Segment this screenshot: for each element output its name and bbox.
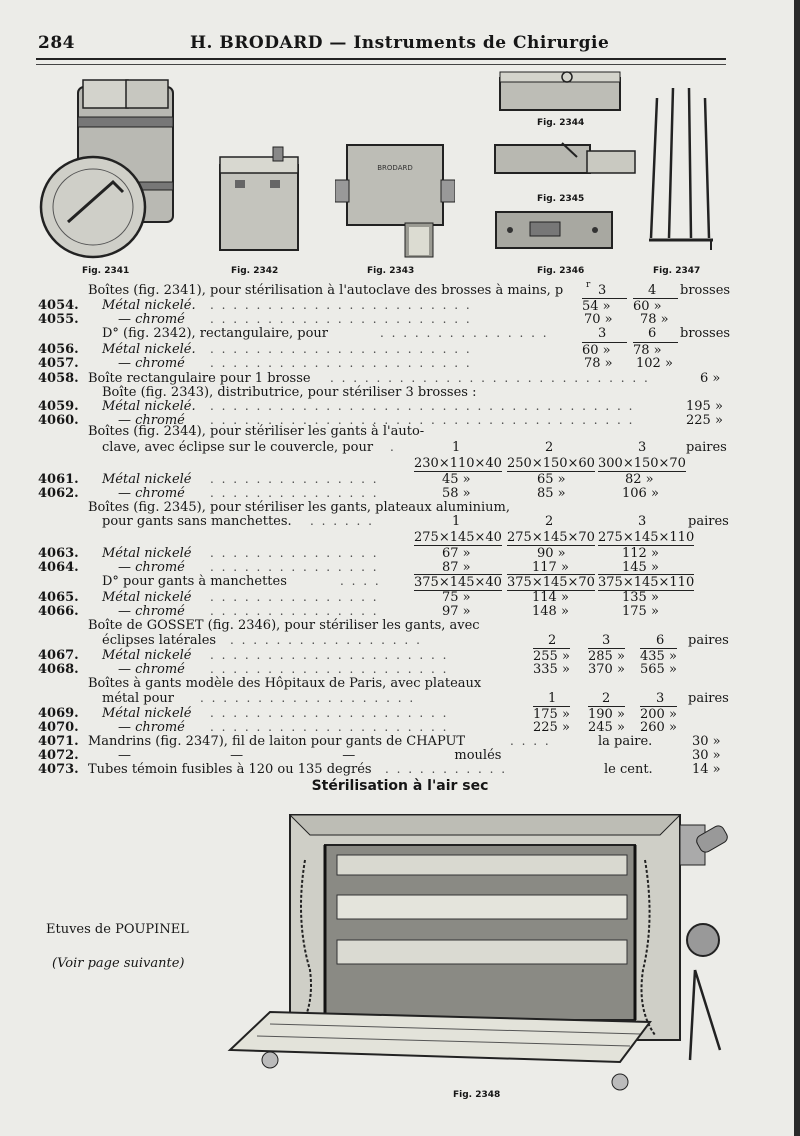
page-number: 284 (38, 33, 75, 53)
col-head: 3 (638, 440, 647, 455)
price: 87 » (442, 560, 471, 575)
item-number: 4058. (38, 371, 79, 386)
price: 175 » (622, 604, 659, 619)
sec4-dims-row (0, 530, 800, 545)
price: 175 » (533, 707, 570, 722)
price: 6 » (700, 371, 721, 386)
figure-label: Fig. 2348 (453, 1090, 501, 1100)
sec6-header-row: métal pour . . . . . . . . . . . . . . . . . . . 1 2 3 paires (102, 691, 729, 706)
sec4-do-row: D° pour gants à manchettes . . . . 375×145×40 375×145×70 375×145×110 (102, 574, 695, 590)
item-label: — chromé (118, 560, 185, 575)
sec4-title: Boîtes (fig. 2345), pour stériliser les gants, plateaux aluminium, (88, 500, 510, 515)
price: 245 » (588, 720, 625, 735)
dispenser-box-figure (335, 135, 455, 260)
table-row: 4060. — chromé . . . . . . . . . . . . . . . . . . . . . . . . . . . . . . . . . . . . . 225 » (38, 413, 723, 428)
item-label: D° pour gants à manchettes (102, 574, 287, 589)
item-number: 4066. (38, 604, 79, 619)
rectangular-box-figure (215, 145, 305, 255)
unit: le cent. (604, 762, 653, 777)
price: 78 » (584, 356, 613, 371)
brodard-stamp: BRODARD (377, 164, 413, 172)
price: 67 » (442, 546, 471, 561)
unit: la paire. (598, 734, 653, 749)
col-head: 2 (602, 691, 611, 706)
price: 225 » (686, 413, 723, 428)
col-head: 2 (545, 440, 554, 455)
item-label: Métal nickelé (102, 590, 192, 605)
sec1-col2-head: 4 (648, 283, 657, 298)
table-row: 4061. Métal nickelé . . . . . . . . . . . . . . . 45 » 65 » 82 » (38, 472, 654, 487)
table-row: 4057. — chromé . . . . . . . . . . . . . . . . . . . . . . . 78 » 102 » (38, 356, 673, 371)
table-row: 4064. — chromé . . . . . . . . . . . . . . . 87 » 117 » 145 » (38, 560, 659, 575)
price: 565 » (640, 662, 677, 677)
sec3-header-row: clave, avec éclipse sur le couvercle, pour . 1 2 3 paires (102, 440, 727, 455)
item-number: 4068. (38, 662, 79, 677)
item-number: 4057. (38, 356, 79, 371)
price: 370 » (588, 662, 625, 677)
price: 97 » (442, 604, 471, 619)
price: 106 » (622, 486, 659, 501)
glove-box-2344-figure (497, 68, 627, 118)
unit: paires (686, 440, 727, 455)
dimension: 250×150×60 (507, 456, 595, 471)
item-number: 4073. (38, 762, 79, 777)
figure-label: Fig. 2343 (367, 266, 415, 276)
table-row: 4065. Métal nickelé . . . . . . . . . . . . . . . 75 » 114 » 135 » (38, 590, 659, 605)
table-row: 4062. — chromé . . . . . . . . . . . . . . . 58 » 85 » 106 » (38, 486, 659, 501)
price: 285 » (588, 649, 625, 664)
price: 145 » (622, 560, 659, 575)
glove-mandrels-figure (645, 78, 715, 258)
figure-label: Fig. 2347 (653, 266, 701, 276)
gosset-box-figure (490, 206, 620, 256)
sec6-title-row (0, 676, 800, 691)
col-head: 6 (656, 633, 665, 648)
item-label: — chromé (118, 486, 185, 501)
poupinel-oven-figure (225, 800, 735, 1100)
col-head: 2 (548, 633, 557, 648)
price: 200 » (640, 707, 677, 722)
item-number: 4054. (38, 298, 79, 313)
figure-label: Fig. 2345 (537, 194, 585, 204)
price: 54 » (582, 298, 627, 314)
item-number: 4072. (38, 748, 79, 763)
item-label: Boîte rectangulaire pour 1 brosse (88, 371, 311, 386)
sec1-do-row: D° (fig. 2342), rectangulaire, pour . . . . . . . . . . . . . . . 3 6 brosses (102, 326, 731, 341)
sec5-header-row: éclipses latérales . . . . . . . . . . . . . . . . . 2 3 6 paires (102, 633, 729, 648)
sec1-title: Boîtes (fig. 2341), pour stérilisation à l'autoclave des brosses à mains, p (88, 283, 564, 298)
sec5-title-row (0, 618, 800, 633)
item-label: — chromé (118, 413, 185, 428)
item-number: 4070. (38, 720, 79, 735)
sec5-title: Boîte de GOSSET (fig. 2346), pour stériliser les gants, avec (88, 618, 480, 633)
item-label: Métal nickelé. (102, 399, 196, 414)
price: 82 » (625, 472, 654, 487)
table-row: 4068. — chromé . . . . . . . . . . . . . . . . . . . . . 335 » 370 » 565 » (38, 662, 677, 677)
table-row: 4066. — chromé . . . . . . . . . . . . . . . 97 » 148 » 175 » (38, 604, 659, 619)
sec1-title-superscript: r (586, 280, 591, 290)
price: 148 » (532, 604, 569, 619)
price: 435 » (640, 649, 677, 664)
price: 117 » (532, 560, 569, 575)
item-number: 4061. (38, 472, 79, 487)
item-label: Métal nickelé (102, 472, 192, 487)
item-number: 4063. (38, 546, 79, 561)
sec1-unit: brosses (680, 283, 731, 298)
sterilizer-cylinder-figure (38, 72, 188, 262)
unit: brosses (680, 326, 731, 341)
price: 45 » (442, 472, 471, 487)
col-head: 6 (648, 326, 657, 341)
col-head: 3 (598, 326, 607, 341)
item-label: Métal nickelé (102, 706, 192, 721)
item-number: 4059. (38, 399, 79, 414)
price: 225 » (533, 720, 570, 735)
price: 255 » (533, 649, 570, 664)
item-number: 4067. (38, 648, 79, 663)
sec4-header-row: pour gants sans manchettes. . . . . . . 1 2 3 paires (102, 514, 729, 529)
price: 30 » (692, 734, 721, 749)
figure-label: Fig. 2342 (231, 266, 279, 276)
item-label: Métal nickelé. (102, 298, 196, 313)
table-row: 4070. — chromé . . . . . . . . . . . . . . . . . . . . . 225 » 245 » 260 » (38, 720, 677, 735)
price: 14 » (692, 762, 721, 777)
table-row: 4063. Métal nickelé . . . . . . . . . . . . . . . 67 » 90 » 112 » (38, 546, 659, 561)
dimension: 375×145×40 (414, 575, 502, 590)
dimension: 275×145×70 (507, 530, 595, 545)
table-row (0, 748, 800, 763)
price: 60 » (582, 342, 627, 358)
sec2-header-row (0, 385, 800, 400)
dimension: 275×145×40 (414, 530, 502, 545)
price: 195 » (686, 399, 723, 414)
col-head: 3 (638, 514, 647, 529)
page-title: H. BRODARD — Instruments de Chirurgie (190, 33, 610, 53)
side-note-reference: (Voir page suivante) (52, 956, 185, 971)
figure-label: Fig. 2344 (537, 118, 585, 128)
sec1-header-row (0, 280, 800, 298)
dimension: 375×145×70 (507, 575, 595, 590)
col-head: 3 (656, 691, 665, 706)
item-number: 4055. (38, 312, 79, 327)
item-label: — chromé (118, 604, 185, 619)
col-head: 2 (545, 514, 554, 529)
side-note-title: Etuves de POUPINEL (46, 922, 189, 937)
header-rule (36, 58, 726, 65)
price: 90 » (537, 546, 566, 561)
item-label: — chromé (118, 356, 185, 371)
price: 65 » (537, 472, 566, 487)
item-label: Métal nickelé. (102, 342, 196, 357)
price: 102 » (636, 356, 673, 371)
item-number: 4064. (38, 560, 79, 575)
col-head: 1 (452, 440, 461, 455)
col-head: 1 (548, 691, 557, 706)
price: 135 » (622, 590, 659, 605)
sec6-title: Boîtes à gants modèle des Hôpitaux de Paris, avec plateaux (88, 676, 482, 691)
table-row: 4054. Métal nickelé. . . . . . . . . . . . . . . . . . . . . . . . 54 » 60 » (0, 298, 800, 313)
sec6-title: métal pour (102, 691, 175, 706)
price: 58 » (442, 486, 471, 501)
item-label: Métal nickelé (102, 546, 192, 561)
dimension: 375×145×110 (598, 575, 695, 590)
price: 78 » (640, 312, 669, 327)
item-label: Tubes témoin fusibles à 120 ou 135 degrés (88, 762, 372, 777)
sec3-title: clave, avec éclipse sur le couvercle, pour (102, 440, 374, 455)
glove-box-2345-figure (492, 135, 642, 185)
price: 60 » (633, 298, 678, 314)
price: 78 » (633, 342, 678, 358)
table-row: 4073. Tubes témoin fusibles à 120 ou 135 degrés . . . . . . . . . . . le cent. 14 » (38, 762, 721, 777)
sec3-title: Boîtes (fig. 2344), pour stériliser les gants à l'auto- (88, 424, 425, 439)
item-number: 4071. (38, 734, 79, 749)
table-row: 4059. Métal nickelé. . . . . . . . . . . . . . . . . . . . . . . . . . . . . . . . . . . . . . 195 » (38, 399, 723, 414)
figure-label: Fig. 2346 (537, 266, 585, 276)
item-number: 4069. (38, 706, 79, 721)
col-head: 1 (452, 514, 461, 529)
dimension: 275×145×110 (598, 530, 695, 545)
dimension: 230×110×40 (414, 456, 502, 471)
table-row: 4058. Boîte rectangulaire pour 1 brosse . . . . . . . . . . . . . . . . . . . . . . . . . . . . 6 » (38, 371, 721, 386)
sec2-title: Boîte (fig. 2343), distributrice, pour stériliser 3 brosses : (102, 385, 477, 400)
item-label: D° (fig. 2342), rectangulaire, pour (102, 326, 329, 341)
sec4-title: pour gants sans manchettes. (102, 514, 292, 529)
table-row: 4056. Métal nickelé. . . . . . . . . . . . . . . . . . . . . . . . 60 » 78 » (0, 342, 800, 357)
price: 114 » (532, 590, 569, 605)
table-row: 4071. Mandrins (fig. 2347), fil de laiton pour gants de CHAPUT . . . . la paire. 30 » (38, 734, 721, 749)
item-number: 4065. (38, 590, 79, 605)
sec5-title: éclipses latérales (102, 633, 217, 648)
price: 260 » (640, 720, 677, 735)
item-label: — — — moulés (118, 748, 502, 763)
unit: paires (688, 691, 729, 706)
section-title: Stérilisation à l'air sec (311, 778, 489, 794)
item-number: 4062. (38, 486, 79, 501)
sec3-title-row (0, 424, 800, 439)
price: 75 » (442, 590, 471, 605)
item-label: Mandrins (fig. 2347), fil de laiton pour gants de CHAPUT (88, 734, 466, 749)
price: 335 » (533, 662, 570, 677)
sec1-col1-head: 3 (598, 283, 607, 298)
sec3-dims-row (0, 456, 800, 471)
price: 190 » (588, 707, 625, 722)
table-row: 4067. Métal nickelé . . . . . . . . . . . . . . . . . . . . . 255 » 285 » 435 » (38, 648, 677, 664)
item-label: Métal nickelé (102, 648, 192, 663)
price: 112 » (622, 546, 659, 561)
sec4-title-row (0, 500, 800, 515)
figure-label: Fig. 2341 (82, 266, 130, 276)
price: 70 » (584, 312, 613, 327)
item-label: — chromé (118, 312, 185, 327)
item-label: — chromé (118, 662, 185, 677)
col-head: 3 (602, 633, 611, 648)
item-label: — chromé (118, 720, 185, 735)
dimension: 300×150×70 (598, 456, 686, 471)
table-row: 4069. Métal nickelé . . . . . . . . . . . . . . . . . . . . . 175 » 190 » 200 » (38, 706, 677, 722)
table-row: 4055. — chromé . . . . . . . . . . . . . . . . . . . . . . . 70 » 78 » (38, 312, 669, 327)
item-number: 4056. (38, 342, 79, 357)
unit: paires (688, 514, 729, 529)
unit: paires (688, 633, 729, 648)
item-number: 4060. (38, 413, 79, 428)
price: 85 » (537, 486, 566, 501)
price: 30 » (692, 748, 721, 763)
